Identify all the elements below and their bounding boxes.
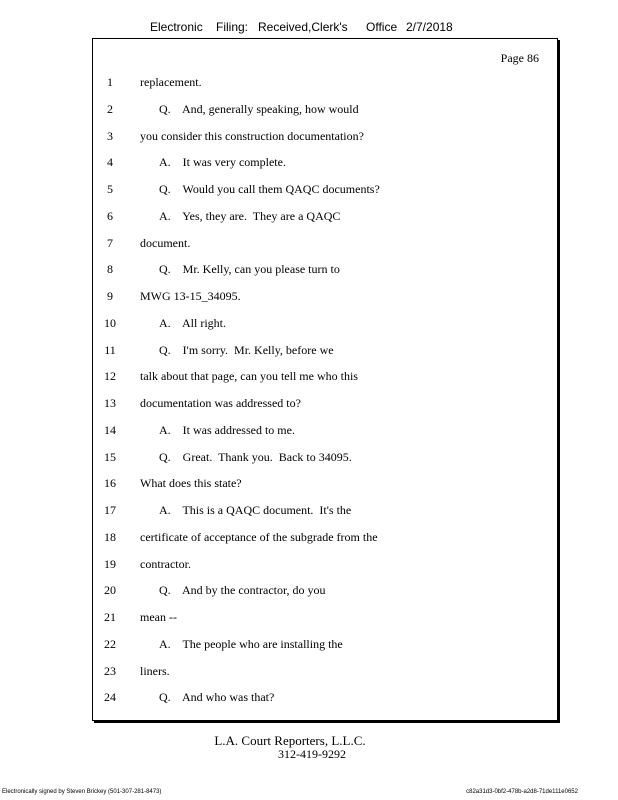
line-text: A. The people who are installing the	[159, 636, 343, 651]
line-number: 21	[104, 610, 116, 624]
line-text: mean --	[140, 610, 177, 624]
transcript-line	[93, 369, 553, 387]
line-text: replacement.	[140, 75, 202, 89]
line-number: 14	[104, 422, 116, 437]
transcript-line	[93, 530, 553, 548]
line-text: contractor.	[140, 556, 191, 571]
line-number: 5	[107, 182, 113, 196]
line-text: Q. Would you call them QAQC documents?	[159, 182, 380, 196]
line-number: 9	[107, 289, 113, 303]
line-number: 1	[107, 75, 113, 89]
transcript-line	[93, 209, 553, 227]
line-number: 23	[104, 663, 116, 678]
line-number: 24	[104, 690, 116, 705]
transcript-line	[93, 637, 553, 655]
line-text: liners.	[140, 663, 170, 678]
line-text: Q. And by the contractor, do you	[159, 583, 326, 598]
reporter-company: L.A. Court Reporters, L.L.C.	[214, 733, 366, 748]
transcript-line	[93, 289, 553, 307]
line-number: 12	[104, 369, 116, 384]
header-filing: Filing:	[216, 20, 249, 34]
line-text: A. It was very complete.	[159, 155, 286, 170]
header-electronic: Electronic	[150, 20, 203, 34]
line-number: 20	[104, 583, 116, 598]
transcript-line	[93, 557, 553, 575]
line-number: 10	[104, 315, 116, 330]
line-text: documentation was addressed to?	[140, 396, 301, 410]
transcript-line	[93, 343, 553, 361]
transcript-line	[93, 182, 553, 200]
header-office: Office	[366, 20, 398, 34]
transcript-page	[92, 38, 558, 721]
header-received: Received,Clerk's	[258, 20, 348, 34]
line-text: Q. And, generally speaking, how would	[159, 101, 359, 116]
transcript-line	[93, 316, 553, 334]
line-number: 4	[107, 155, 113, 170]
line-number: 15	[104, 449, 116, 464]
line-text: A. All right.	[159, 315, 227, 330]
page-number: Page 86	[500, 51, 539, 65]
transcript-line	[93, 690, 553, 708]
line-number: 6	[107, 208, 113, 223]
transcript-line	[93, 423, 553, 441]
transcript-line	[93, 236, 553, 254]
line-number: 19	[104, 556, 116, 571]
line-text: document.	[140, 235, 191, 250]
transcript-line	[93, 503, 553, 521]
line-number: 22	[104, 636, 116, 651]
transcript-line	[93, 610, 553, 628]
transcript-line	[93, 583, 553, 601]
line-text: A. It was addressed to me.	[159, 422, 295, 437]
line-number: 11	[104, 342, 116, 357]
line-text: certificate of acceptance of the subgrade from the	[140, 529, 378, 544]
line-number: 8	[107, 262, 113, 277]
line-text: A. This is a QAQC document. It's the	[159, 503, 352, 517]
line-number: 16	[104, 476, 116, 491]
line-text: What does this state?	[140, 476, 242, 491]
line-number: 13	[104, 396, 116, 410]
line-text: Q. And who was that?	[159, 690, 275, 705]
document-id: c82a31d3-0bf2-478b-a2d8-71de111e0652	[466, 789, 578, 795]
line-number: 3	[107, 128, 113, 143]
line-text: talk about that page, can you tell me who this	[140, 369, 358, 384]
line-text: Q. I'm sorry. Mr. Kelly, before we	[159, 342, 334, 357]
line-text: A. Yes, they are. They are a QAQC	[159, 208, 341, 223]
line-number: 7	[107, 235, 113, 250]
transcript-line	[93, 664, 553, 682]
transcript-line	[93, 396, 553, 414]
transcript-line	[93, 262, 553, 280]
filing-stamp-header	[0, 20, 618, 36]
reporter-phone: 312-419-9292	[278, 747, 346, 761]
line-text: you consider this construction documentation?	[140, 128, 364, 143]
transcript-line	[93, 476, 553, 494]
transcript-line	[93, 129, 553, 147]
transcript-line	[93, 450, 553, 468]
line-number: 2	[107, 101, 113, 116]
line-number: 18	[104, 529, 116, 544]
electronic-signature: Electronically signed by Steven Brickey (501-307-281-8473)	[2, 789, 162, 795]
line-text: Q. Mr. Kelly, can you please turn to	[159, 262, 340, 277]
transcript-line	[93, 75, 553, 93]
transcript-line	[93, 155, 553, 173]
line-number: 17	[104, 503, 116, 517]
transcript-line	[93, 102, 553, 120]
line-text: MWG 13-15_34095.	[140, 289, 241, 303]
line-text: Q. Great. Thank you. Back to 34095.	[159, 449, 352, 464]
header-date: 2/7/2018	[406, 20, 453, 34]
